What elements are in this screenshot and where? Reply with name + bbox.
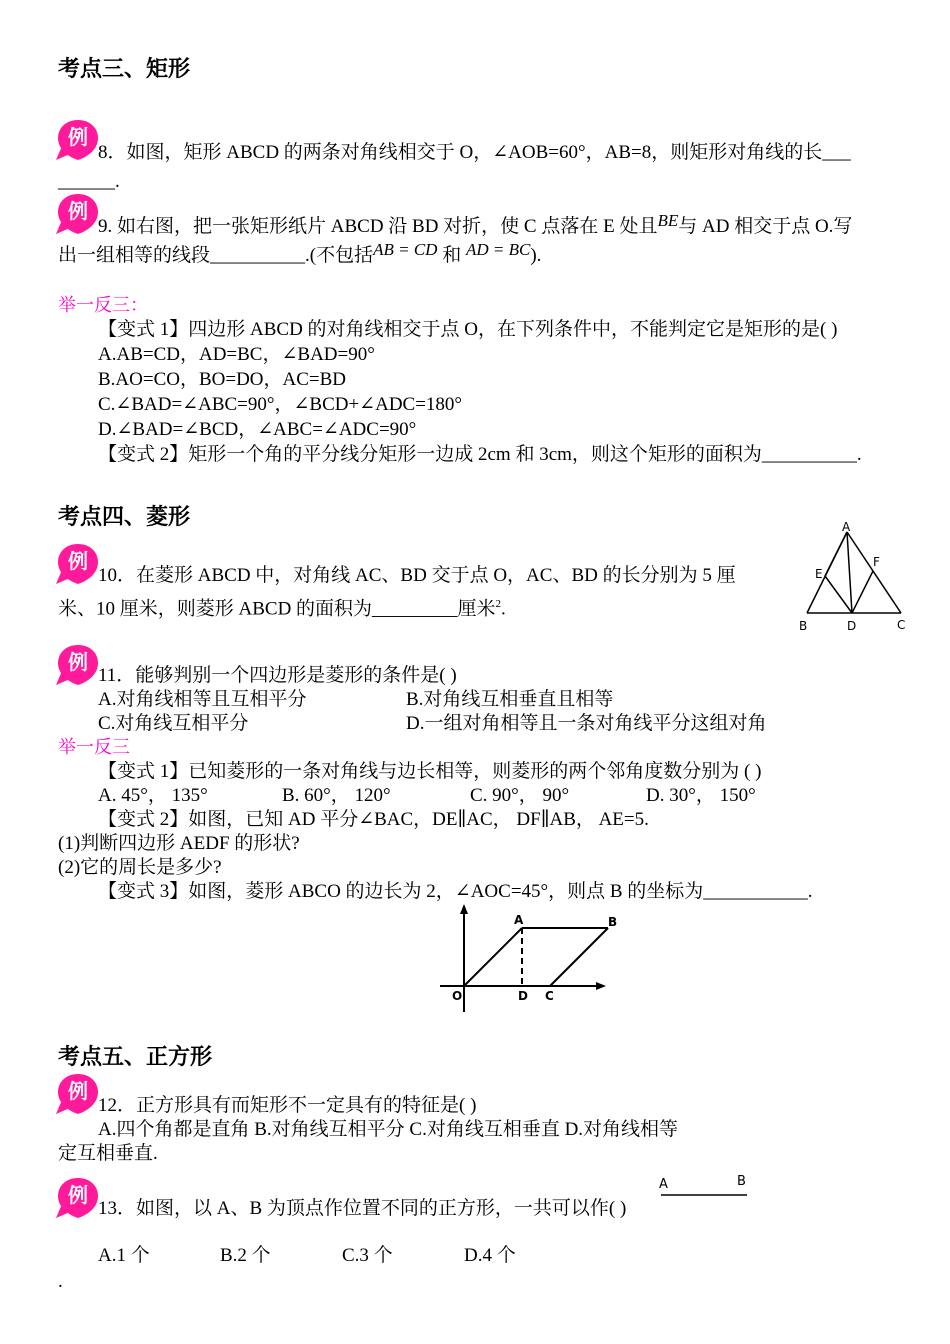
variant-1-option-d: D. 30°， 150°	[646, 785, 756, 806]
example-badge-icon	[56, 540, 100, 586]
example-badge-icon	[56, 641, 100, 687]
variant-2-question-2: (2)它的周长是多少?	[58, 857, 222, 878]
example-9-end: ).	[530, 245, 542, 266]
variant-1-option-a: A.AB=CD，AD=BC，∠BAD=90°	[98, 344, 375, 365]
variant-2-stem: 【变式 2】如图，已知 AD 平分∠BAC，DE∥AC， DF∥AB， AE=5.	[98, 809, 649, 830]
example-9-text-a: 9. 如右图，把一张矩形纸片 ABCD 沿 BD 对折，使 C 点落在 E 处且	[98, 216, 658, 237]
example-10-sup: 2	[495, 598, 502, 610]
example-12-line2: 定互相垂直.	[58, 1143, 158, 1164]
example-badge-icon	[56, 1174, 100, 1220]
example-11-stem: 11．能够判别一个四边形是菱形的条件是( )	[98, 665, 457, 686]
label-b: B	[799, 619, 808, 633]
variant-1-option-c: C. 90°， 90°	[470, 785, 570, 806]
example-9-line2	[58, 240, 542, 268]
example-12-stem: 12．正方形具有而矩形不一定具有的特征是( )	[98, 1095, 477, 1116]
example-8-line2: ______.	[58, 171, 120, 192]
example-10-line1: 10．在菱形 ABCD 中，对角线 AC、BD 交于点 O，AC、BD 的长分别为 5 厘	[98, 565, 736, 586]
variant-2-stem: 【变式 2】矩形一个角的平分线分矩形一边成 2cm 和 3cm，则这个矩形的面积为__________.	[98, 444, 862, 465]
example-11-option-c: C.对角线互相平分	[98, 713, 249, 734]
example-13-stem: 13．如图，以 A、B 为顶点作位置不同的正方形，一共可以作( )	[98, 1198, 627, 1219]
example-badge-icon	[56, 1070, 100, 1116]
example-13-option-a: A.1 个	[98, 1245, 150, 1266]
example-9-and: 和	[442, 245, 462, 266]
variant-1-option-a: A. 45°， 135°	[98, 785, 208, 806]
formula-ad-bc: AD = BC	[465, 240, 531, 259]
variant-1-option-d: D.∠BAD=∠BCD，∠ABC=∠ADC=90°	[98, 419, 417, 440]
example-10-end: .	[501, 598, 506, 620]
variant-1-stem: 【变式 1】四边形 ABCD 的对角线相交于点 O，在下列条件中，不能判定它是矩形的是( )	[98, 319, 838, 340]
section-heading-square: 考点五、正方形	[58, 1045, 213, 1070]
label-a: A	[659, 1177, 668, 1192]
example-13-option-b: B.2 个	[220, 1245, 271, 1266]
badge-label: 例	[68, 125, 88, 149]
practice-label: 举一反三：	[58, 295, 148, 316]
section-heading-rhombus: 考点四、菱形	[58, 505, 191, 530]
badge-label: 例	[68, 650, 88, 674]
example-11-option-b: B.对角线互相垂直且相等	[406, 689, 614, 710]
example-badge-icon	[56, 116, 100, 162]
example-11-option-d: D.一组对角相等且一条对角线平分这组对角	[406, 713, 767, 734]
example-9-text-c: 出一组相等的线段__________.(不包括	[58, 245, 374, 266]
variant-1-option-c: C.∠BAD=∠ABC=90°，∠BCD+∠ADC=180°	[98, 394, 463, 415]
badge-label: 例	[68, 1183, 88, 1207]
badge-label: 例	[68, 1079, 88, 1103]
triangle-figure	[795, 518, 915, 636]
example-8-line1: 8．如图，矩形 ABCD 的两条对角线相交于 O，∠AOB=60°，AB=8，则矩形对角线的长___	[98, 142, 851, 163]
variant-1-stem: 【变式 1】已知菱形的一条对角线与边长相等，则菱形的两个邻角度数分别为 ( )	[98, 761, 762, 782]
variant-1-option-b: B. 60°， 120°	[282, 785, 391, 806]
variant-3-stem: 【变式 3】如图，菱形 ABCO 的边长为 2，∠AOC=45°，则点 B 的坐标为___________.	[98, 881, 813, 902]
label-f: F	[873, 555, 880, 569]
label-c: C	[897, 618, 906, 632]
footer-dot: .	[58, 1271, 63, 1292]
formula-be: BE	[657, 211, 679, 230]
example-11-option-a: A.对角线相等且互相平分	[98, 689, 307, 710]
practice-label: 举一反三	[58, 737, 130, 758]
variant-2-question-1: (1)判断四边形 AEDF 的形状?	[58, 833, 300, 854]
example-13-option-d: D.4 个	[464, 1245, 516, 1266]
label-b: B	[737, 1174, 746, 1189]
badge-label: 例	[68, 199, 88, 223]
example-10-line2	[58, 592, 506, 621]
section-heading-rectangle: 考点三、矩形	[58, 57, 191, 82]
segment-ab-figure	[655, 1168, 755, 1204]
label-b: B	[608, 915, 618, 929]
badge-label: 例	[68, 549, 88, 573]
example-9-line1	[98, 211, 853, 239]
example-9-text-b: 与 AD 相交于点 O.写	[678, 216, 853, 237]
variant-1-option-b: B.AO=CO，BO=DO，AC=BD	[98, 369, 347, 390]
label-c: C	[545, 989, 554, 1003]
example-12-options: A.四个角都是直角 B.对角线互相平分 C.对角线互相垂直 D.对角线相等	[98, 1119, 679, 1140]
example-13-option-c: C.3 个	[342, 1245, 393, 1266]
label-a: A	[514, 913, 524, 927]
formula-ab-cd: AB = CD	[373, 240, 438, 259]
rhombus-coordinate-figure	[436, 904, 616, 1016]
example-10-text: 米、10 厘米，则菱形 ABCD 的面积为_________厘米	[58, 598, 496, 620]
label-a: A	[842, 520, 851, 534]
label-d: D	[847, 619, 857, 633]
label-d: D	[518, 989, 528, 1003]
label-o: O	[452, 989, 463, 1003]
example-badge-icon	[56, 190, 100, 236]
label-e: E	[815, 567, 823, 581]
